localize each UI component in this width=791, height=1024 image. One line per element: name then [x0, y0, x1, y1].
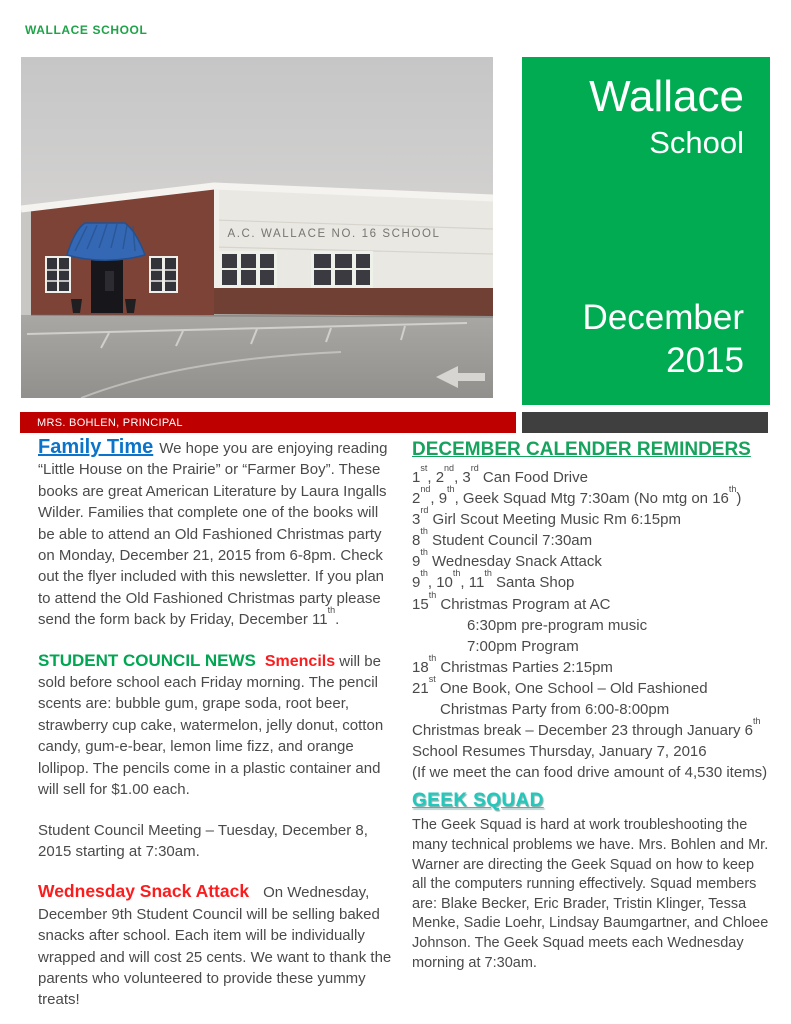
dark-accent-bar [522, 412, 768, 433]
geek-squad-body: The Geek Squad is hard at work troubleshooting the many technical problems we have. Mrs. Bohlen and Mr. Warner are directing the Geek Squad on how to keep all the computers running effectively. Squad members are: Blake Becker, Eric Brader, Tristin Klinger, Tessa Menke, Sadie Loehr, Lindsay Baumgartner, and Chloee Johnson. The Geek Squad meets each Wednesday morning at 7:30am. [412, 817, 769, 971]
calendar-item: 8th Student Council 7:30am [412, 526, 593, 550]
issue-month: December [582, 298, 744, 337]
student-council-body: will be sold before school each Friday morning. The pencil scents are: bubble gum, grape soda, root beer, strawberry cup cake, watermelon, jelly donut, cotton candy, gum-e-bear, lemon lime fizz, and orange lollipop. The pencils come in a plastic container and will sell for $1.00 each. [38, 652, 384, 799]
principal-bar-label: MRS. BOHLEN, PRINCIPAL [37, 416, 183, 429]
calendar-item: Christmas break – December 23 through January 6th [412, 716, 761, 740]
entrance-door [91, 255, 123, 313]
calendar-item: School Resumes Thursday, January 7, 2016 [412, 743, 707, 761]
calendar-item: (If we meet the can food drive amount of 4,530 items) [412, 764, 768, 782]
smencils-label: Smencils [264, 652, 336, 670]
calendar-item: 7:00pm Program [467, 637, 579, 655]
family-time-link[interactable]: Family Time [38, 436, 154, 458]
masthead-title: WALLACE SCHOOL [25, 23, 148, 37]
awning [67, 223, 145, 260]
calendar-item: 18th Christmas Parties 2:15pm [412, 652, 613, 676]
snack-attack-section [38, 881, 398, 1010]
student-council-meeting: Student Council Meeting – Tuesday, December 8, 2015 starting at 7:30am. [38, 821, 368, 860]
principal-bar [20, 412, 516, 433]
calendar-item: 9th Wednesday Snack Attack [412, 547, 602, 571]
calendar-item: 15th Christmas Program at AC [412, 589, 611, 613]
school-photo [21, 57, 493, 398]
geek-squad-heading: GEEK SQUAD [412, 790, 544, 812]
right-column [412, 437, 770, 1024]
family-time-section [38, 437, 398, 631]
calendar-item: Christmas Party from 6:00-8:00pm [440, 701, 670, 719]
family-time-body: We hope you are enjoying reading “Little House on the Prairie” or “Farmer Boy”. These books are great American Literature by Laura Ingalls Wilder. Families that complete one of the books will be able to attend an Old Fashioned Christmas party on Monday, December 21, 2015 from 6-8pm. Check out the flyer included with this newsletter. If you plan to attend the Old Fashioned Christmas party please send the form back by Friday, December 11th. [38, 440, 388, 629]
calendar-item: 6:30pm pre-program music [467, 616, 648, 634]
school-name-line1: Wallace [589, 72, 744, 121]
left-column [38, 437, 398, 1024]
snack-attack-heading: Wednesday Snack Attack [38, 881, 250, 902]
title-panel [522, 57, 770, 405]
calendar-item: 9th, 10th, 11th Santa Shop [412, 568, 575, 592]
student-council-heading: STUDENT COUNCIL NEWS [38, 650, 256, 670]
calendar-heading: DECEMBER CALENDER REMINDERS [412, 439, 751, 460]
issue-year: 2015 [666, 341, 744, 380]
snack-attack-body: On Wednesday, December 9th Student Council will be selling baked snacks after school. Each item will be individually wrapped and will cost 25 cents. We want to thank the parents who volunteered to provide these yummy treats! [38, 884, 392, 1009]
body-columns [38, 437, 770, 1024]
student-council-section [38, 650, 398, 801]
parking-lot [21, 313, 493, 398]
calendar-item: 21st One Book, One School – Old Fashioned [412, 673, 708, 697]
school-photo-graphic [21, 57, 493, 398]
calendar-item: 1st, 2nd, 3rd Can Food Drive [412, 463, 588, 486]
calendar-item: 2nd, 9th, Geek Squad Mtg 7:30am (No mtg on 16th) [412, 484, 742, 508]
title-panel-bottom [548, 297, 744, 383]
school-sign-text: A.C. WALLACE NO. 16 SCHOOL [227, 228, 441, 240]
school-name-line2: School [649, 125, 744, 160]
calendar-list [412, 463, 770, 783]
calendar-item: 3rd Girl Scout Meeting Music Rm 6:15pm [412, 505, 681, 529]
title-panel-top [548, 71, 744, 163]
